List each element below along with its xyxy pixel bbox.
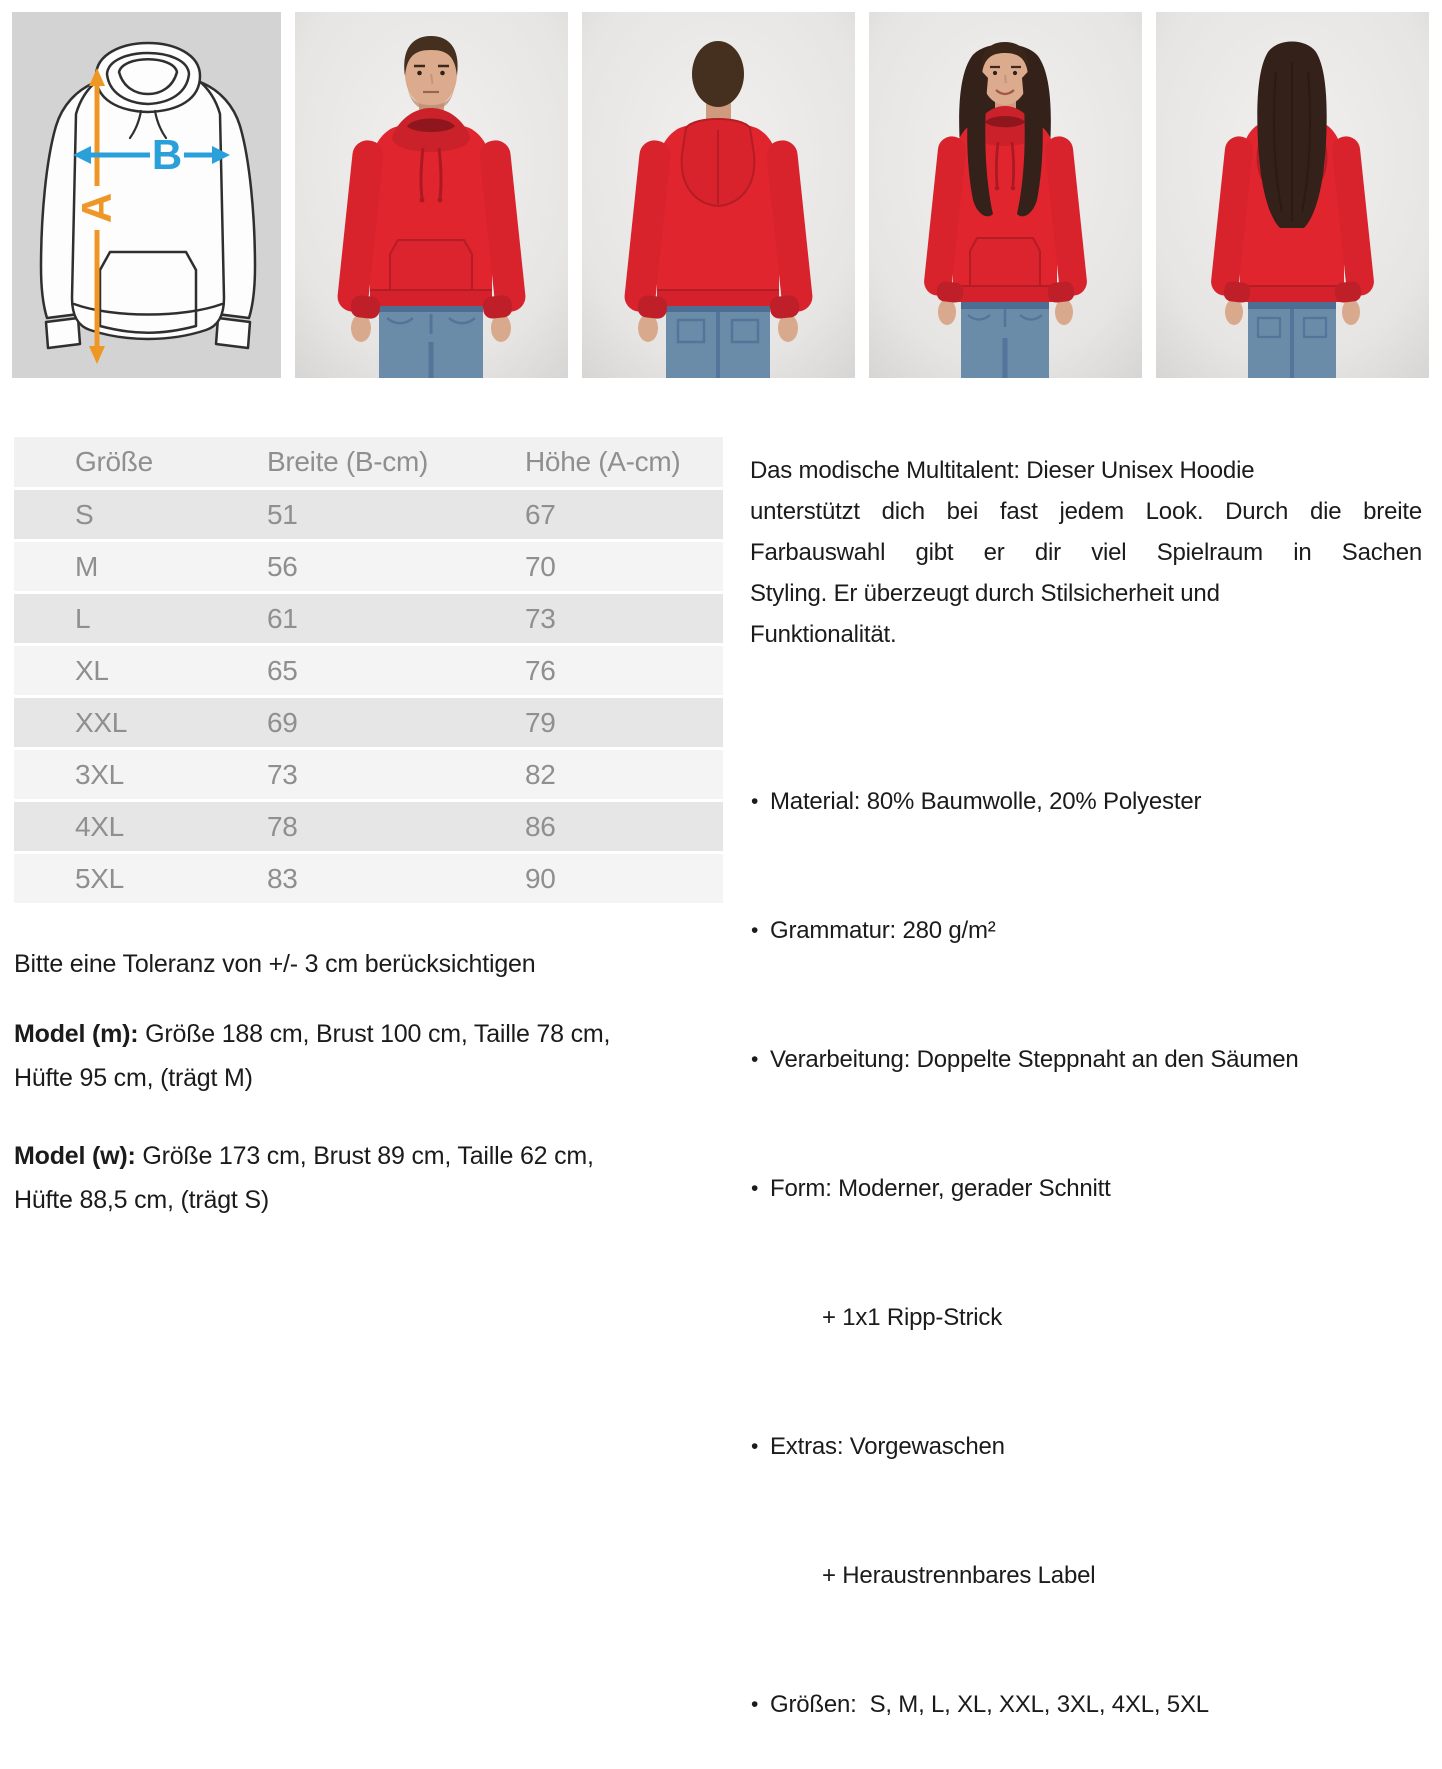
cell-hoehe: 82 — [522, 749, 723, 801]
attribute-form-extra: + 1x1 Ripp-Strick — [822, 1304, 1002, 1331]
cell-breite: 78 — [264, 801, 522, 853]
cell-size: 5XL — [14, 853, 264, 905]
table-row — [14, 645, 723, 697]
size-diagram-image[interactable] — [12, 12, 281, 378]
size-table — [14, 437, 723, 906]
photo-woman-back[interactable] — [1156, 12, 1429, 378]
cell-size: L — [14, 593, 264, 645]
table-row — [14, 801, 723, 853]
table-row — [14, 593, 723, 645]
product-attributes-list — [750, 694, 1432, 1769]
model-w-line2: Hüfte 88,5 cm, (trägt S) — [14, 1186, 270, 1214]
model-m-line1: Model (m): Größe 188 cm, Brust 100 cm, Taille 78 cm, — [14, 1020, 611, 1048]
cell-breite: 51 — [264, 489, 522, 541]
table-row — [14, 489, 723, 541]
cell-hoehe: 79 — [522, 697, 723, 749]
cell-breite: 73 — [264, 749, 522, 801]
cell-size: S — [14, 489, 264, 541]
cell-breite: 56 — [264, 541, 522, 593]
cell-hoehe: 73 — [522, 593, 723, 645]
man-front-illustration — [295, 12, 568, 378]
cell-breite: 65 — [264, 645, 522, 697]
attribute-material: • Material: 80% Baumwolle, 20% Polyester — [750, 780, 1432, 823]
photo-man-front[interactable] — [295, 12, 568, 378]
woman-front-illustration — [869, 12, 1142, 378]
cell-size: XXL — [14, 697, 264, 749]
table-row — [14, 749, 723, 801]
table-row — [14, 697, 723, 749]
cell-breite: 69 — [264, 697, 522, 749]
photo-woman-front[interactable] — [869, 12, 1142, 378]
cell-hoehe: 67 — [522, 489, 723, 541]
description-line: unterstützt dich bei fast jedem Look. Durch die breite — [750, 498, 1422, 525]
size-table-header-row — [14, 437, 723, 489]
attribute-grammatur: • Grammatur: 280 g/m² — [750, 909, 1432, 952]
cell-hoehe: 70 — [522, 541, 723, 593]
man-back-illustration — [582, 12, 855, 378]
attribute-verarbeitung: • Verarbeitung: Doppelte Steppnaht an den Säumen — [750, 1038, 1432, 1081]
attribute-extras: • Extras: Vorgewaschen — [750, 1425, 1432, 1468]
model-w-label: Model (w): — [14, 1142, 136, 1170]
table-row — [14, 541, 723, 593]
cell-hoehe: 86 — [522, 801, 723, 853]
attribute-groessen: • Größen: S, M, L, XL, XXL, 3XL, 4XL, 5XL — [750, 1683, 1432, 1726]
cell-hoehe: 90 — [522, 853, 723, 905]
cell-breite: 83 — [264, 853, 522, 905]
column-header-hoehe: Höhe (A-cm) — [522, 437, 723, 489]
woman-back-illustration — [1156, 12, 1429, 378]
description-line: Farbauswahl gibt er dir viel Spielraum in Sachen — [750, 539, 1422, 566]
column-header-groesse: Größe — [14, 437, 264, 489]
tolerance-note: Bitte eine Toleranz von +/- 3 cm berücksichtigen — [14, 950, 536, 978]
diagram-label-b: B — [151, 131, 183, 178]
photo-man-back[interactable] — [582, 12, 855, 378]
model-w-line1: Model (w): Größe 173 cm, Brust 89 cm, Taille 62 cm, — [14, 1142, 594, 1170]
cell-size: 3XL — [14, 749, 264, 801]
product-image-gallery — [12, 12, 1429, 378]
cell-size: M — [14, 541, 264, 593]
model-m-info — [14, 1012, 714, 1100]
cell-size: 4XL — [14, 801, 264, 853]
description-line: Styling. Er überzeugt durch Stilsicherheit und — [750, 580, 1220, 607]
table-row — [14, 853, 723, 905]
diagram-label-a: A — [73, 192, 120, 224]
description-line: Das modische Multitalent: Dieser Unisex Hoodie — [750, 457, 1255, 484]
column-header-breite: Breite (B-cm) — [264, 437, 522, 489]
cell-breite: 61 — [264, 593, 522, 645]
hoodie-measurement-diagram — [12, 12, 281, 378]
description-line: Funktionalität. — [750, 621, 897, 648]
model-m-label: Model (m): — [14, 1020, 139, 1048]
model-w-info — [14, 1134, 714, 1222]
model-m-line2: Hüfte 95 cm, (trägt M) — [14, 1064, 253, 1092]
product-description — [750, 450, 1422, 655]
cell-size: XL — [14, 645, 264, 697]
cell-hoehe: 76 — [522, 645, 723, 697]
attribute-form: • Form: Moderner, gerader Schnitt — [750, 1167, 1432, 1210]
attribute-extras-extra: + Heraustrennbares Label — [822, 1562, 1096, 1589]
